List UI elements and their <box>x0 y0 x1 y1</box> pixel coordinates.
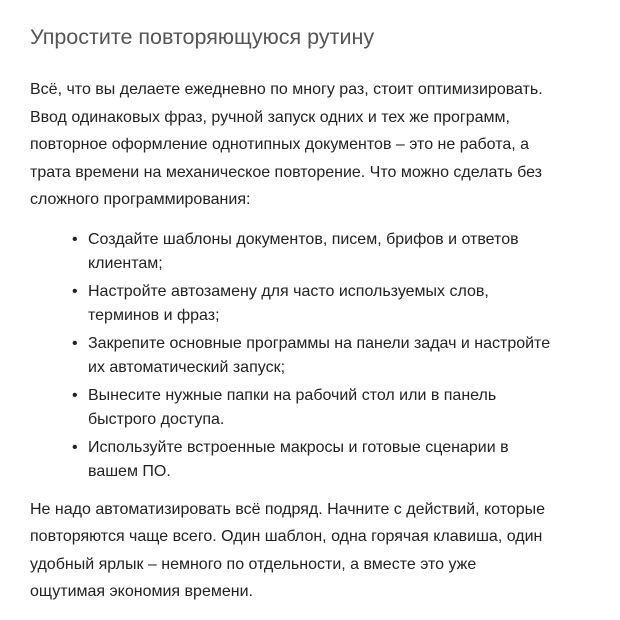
list-item <box>72 280 598 328</box>
list-item-line: быстрого доступа. <box>88 410 225 428</box>
section-title: Упростите повторяющуюся рутину <box>30 25 375 49</box>
list-item-line: клиентам; <box>88 254 163 272</box>
tips-list <box>30 228 598 484</box>
bullet-icon: • <box>72 282 78 300</box>
intro-line: Всё, что вы делаете ежедневно по многу раз, стоит оптимизировать. <box>30 81 543 98</box>
outro-line: удобный ярлык – немного по отдельности, а вместе это уже <box>30 555 477 573</box>
list-item-line: вашем ПО. <box>88 462 171 480</box>
list-item-line: Закрепите основные программы на панели задач и настройте <box>88 334 551 352</box>
list-item-line: Создайте шаблоны документов, писем, брифов и ответов <box>88 230 519 248</box>
outro-paragraph <box>30 496 598 606</box>
list-item <box>72 436 598 484</box>
bullet-icon: • <box>72 386 78 404</box>
bullet-icon: • <box>72 334 78 352</box>
outro-line: ощутимая экономия времени. <box>30 583 253 600</box>
bullet-icon: • <box>72 438 78 456</box>
list-item-line: Используйте встроенные макросы и готовые сценарии в <box>88 438 509 456</box>
intro-line: повторное оформление однотипных документов – это не работа, а <box>30 136 530 153</box>
outro-line: Не надо автоматизировать всё подряд. Начните с действий, которые <box>30 500 546 518</box>
list-item-line: терминов и фраз; <box>88 306 220 324</box>
outro-line: повторяются чаще всего. Один шаблон, одна горячая клавиша, один <box>30 528 543 545</box>
list-item-line: Вынесите нужные папки на рабочий стол или в панель <box>88 386 497 404</box>
list-item-line: Настройте автозамену для часто используемых слов, <box>88 282 489 300</box>
list-item <box>72 384 598 432</box>
intro-line: трата времени на механическое повторение. Что можно сделать без <box>30 163 542 181</box>
list-item <box>72 332 598 380</box>
list-item-line: их автоматический запуск; <box>88 358 286 376</box>
intro-paragraph <box>30 76 598 214</box>
intro-line: сложного программирования: <box>30 191 251 208</box>
bullet-icon: • <box>72 230 78 248</box>
intro-line: Ввод одинаковых фраз, ручной запуск одних и тех же программ, <box>30 108 510 126</box>
list-item <box>72 228 598 276</box>
